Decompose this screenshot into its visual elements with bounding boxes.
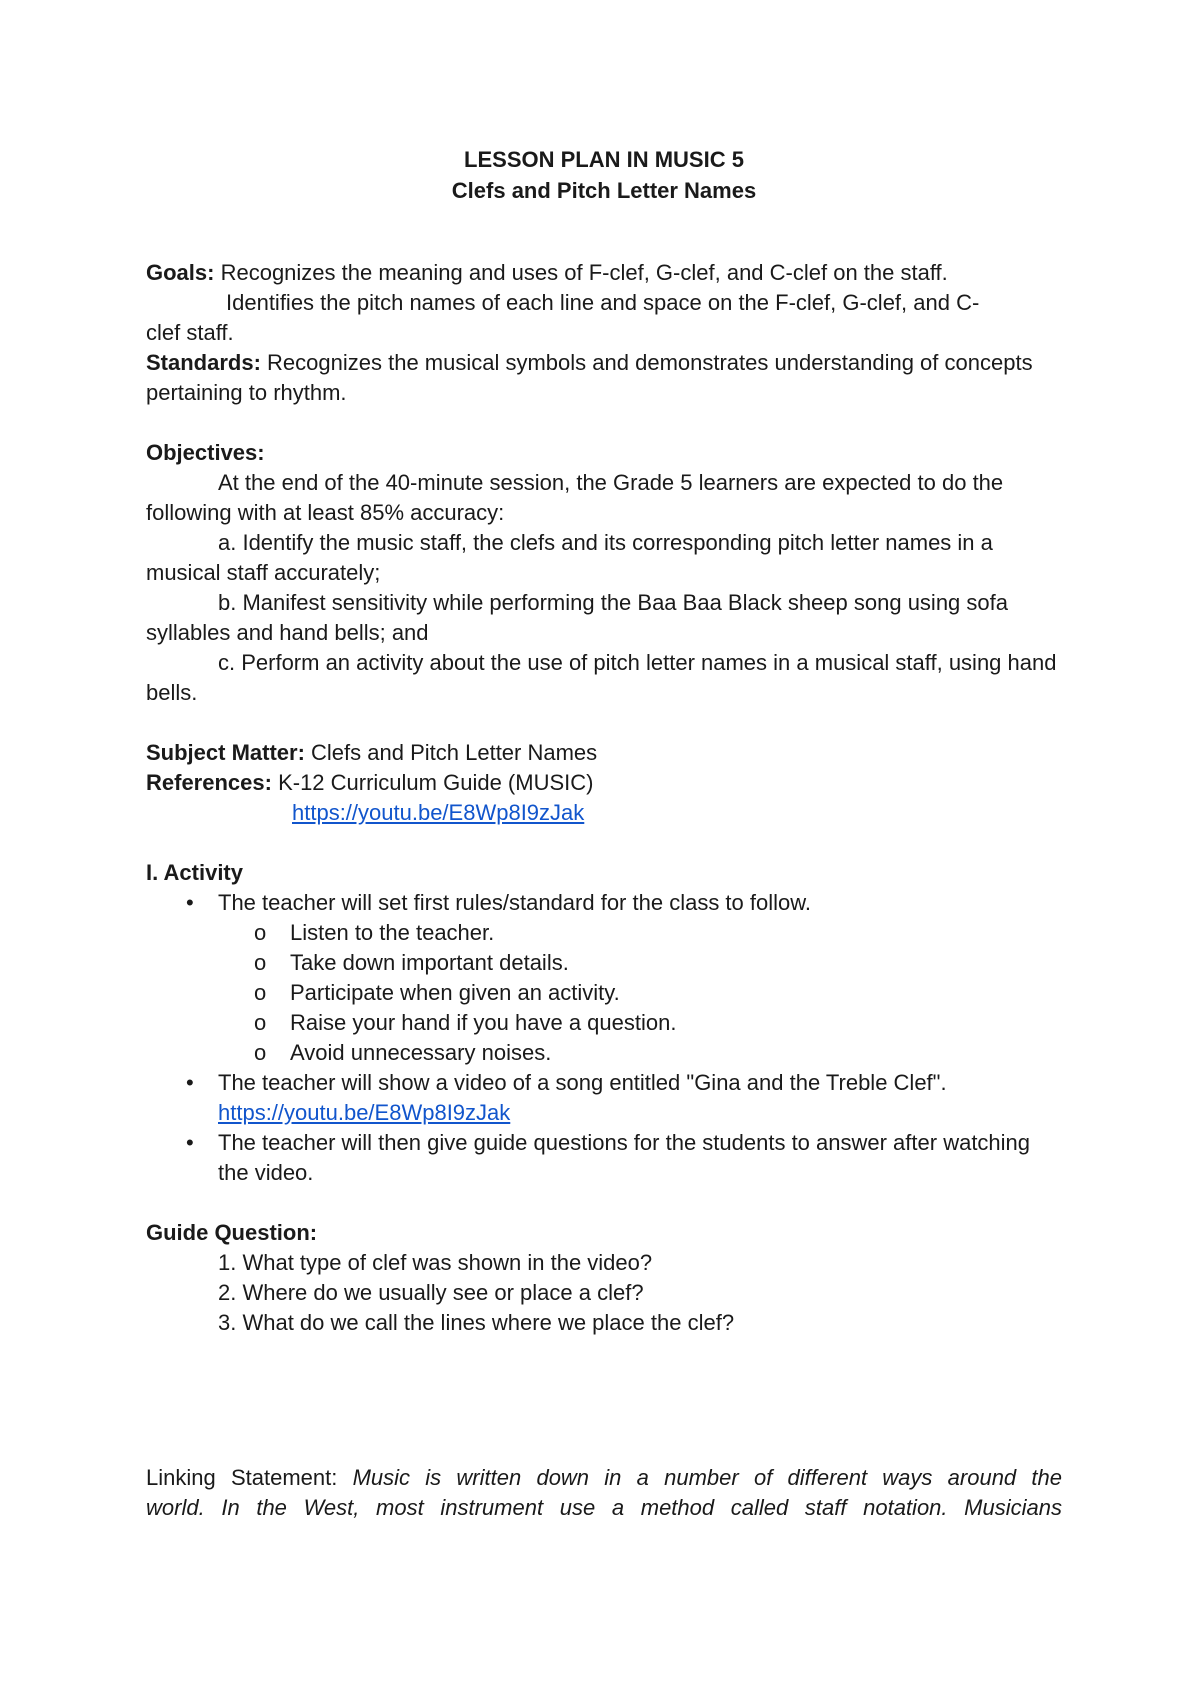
- goals-line3: clef staff.: [146, 320, 234, 345]
- circle-bullet-icon: o: [254, 980, 267, 1005]
- rule-text: Take down important details.: [290, 950, 569, 975]
- bullet-icon: •: [186, 890, 194, 915]
- subject-matter: [146, 738, 1062, 768]
- activity-bullet-2-text: The teacher will show a video of a song entitled "Gina and the Treble Clef".: [218, 1070, 947, 1095]
- activity-bullet-1: [146, 888, 1062, 1068]
- activity-bullet-1-text: The teacher will set first rules/standard for the class to follow.: [218, 890, 812, 915]
- circle-bullet-icon: o: [254, 920, 267, 945]
- guide-question-item: 1. What type of clef was shown in the video?: [218, 1250, 653, 1275]
- references-video-link[interactable]: https://youtu.be/E8Wp8I9zJak: [292, 800, 585, 825]
- references: [146, 768, 1062, 798]
- bullet-icon: •: [186, 1070, 194, 1095]
- references-label: References:: [146, 770, 272, 795]
- rule-item: [218, 948, 1062, 978]
- objectives-heading: Objectives:: [146, 440, 265, 465]
- circle-bullet-icon: o: [254, 1010, 267, 1035]
- activity-list: [146, 888, 1062, 1188]
- goals-text1: Recognizes the meaning and uses of F-clef, G-clef, and C-clef on the staff.: [214, 260, 948, 285]
- subject-matter-text: Clefs and Pitch Letter Names: [304, 740, 598, 765]
- rules-list: [218, 918, 1062, 1068]
- objective-item-c: c. Perform an activity about the use of pitch letter names in a musical staff, using hand bells.: [146, 650, 1057, 705]
- standards-label: Standards:: [146, 350, 261, 375]
- linking-statement-line1: [146, 1463, 1062, 1493]
- subject-matter-label: Subject Matter:: [146, 740, 305, 765]
- rule-text: Avoid unnecessary noises.: [290, 1040, 552, 1065]
- references-link-line: [146, 798, 1062, 828]
- activity-bullet-3: [146, 1128, 1062, 1188]
- rule-text: Raise your hand if you have a question.: [290, 1010, 677, 1035]
- references-text: K-12 Curriculum Guide (MUSIC): [271, 770, 594, 795]
- activity-bullet-2: [146, 1068, 1062, 1128]
- activity-video-link[interactable]: https://youtu.be/E8Wp8I9zJak: [218, 1100, 511, 1125]
- rule-item: [218, 918, 1062, 948]
- activity-bullet-3-text: The teacher will then give guide questions for the students to answer after watching the video.: [218, 1130, 1031, 1185]
- circle-bullet-icon: o: [254, 950, 267, 975]
- document-page: [146, 144, 1062, 1523]
- bullet-icon: •: [186, 1130, 194, 1155]
- objective-item-a: a. Identify the music staff, the clefs and its corresponding pitch letter names in a musical staff accurately;: [146, 530, 993, 585]
- rule-text: Participate when given an activity.: [290, 980, 620, 1005]
- objective-item-b: b. Manifest sensitivity while performing the Baa Baa Black sheep song using sofa syllables and hand bells; and: [146, 590, 1008, 645]
- guide-question-item: 2. Where do we usually see or place a clef?: [218, 1280, 644, 1305]
- rule-item: [218, 1008, 1062, 1038]
- linking-statement-text2: world. In the West, most instrument use a method called staff notation. Musicians: [146, 1495, 1062, 1520]
- page-subtitle: Clefs and Pitch Letter Names: [451, 178, 757, 203]
- standards-paragraph: [146, 348, 1062, 408]
- linking-statement-label: Linking Statement:: [146, 1465, 353, 1490]
- circle-bullet-icon: o: [254, 1040, 267, 1065]
- objectives-intro: At the end of the 40-minute session, the Grade 5 learners are expected to do the following with at least 85% accuracy:: [146, 470, 1004, 525]
- standards-text: Recognizes the musical symbols and demonstrates understanding of concepts pertaining to rhythm.: [146, 350, 1033, 405]
- page-title: LESSON PLAN IN MUSIC 5: [464, 147, 744, 172]
- goals-line1: [146, 258, 1062, 288]
- goals-label: Goals:: [146, 260, 215, 285]
- activity-heading: I. Activity: [146, 860, 243, 885]
- guide-question-heading: Guide Question:: [146, 1220, 318, 1245]
- guide-question-item: 3. What do we call the lines where we place the clef?: [218, 1310, 735, 1335]
- linking-statement-text1: Music is written down in a number of different ways around the: [352, 1465, 1062, 1490]
- rule-text: Listen to the teacher.: [290, 920, 495, 945]
- goals-line2: Identifies the pitch names of each line and space on the F-clef, G-clef, and C-: [226, 290, 980, 315]
- rule-item: [218, 978, 1062, 1008]
- rule-item: [218, 1038, 1062, 1068]
- linking-statement-line2: [146, 1493, 1062, 1523]
